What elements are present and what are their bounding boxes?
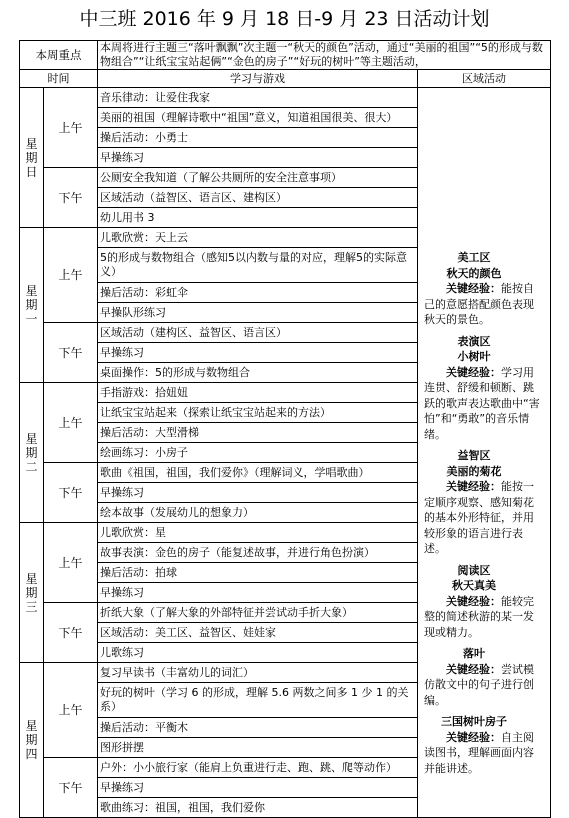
zone-key-label: 关键经验： <box>446 662 501 676</box>
zone-theme: 三国树叶房子 <box>441 715 507 728</box>
zone-key-label: 关键经验： <box>446 730 501 744</box>
zone-theme: 落叶 <box>463 647 485 660</box>
zone-name: 美工区 <box>457 251 491 264</box>
activity-plan-table <box>19 40 551 818</box>
activity-cell: 操后活动：彩虹伞 <box>98 283 418 303</box>
afternoon-label: 下午 <box>44 758 98 818</box>
weekly-focus-text: 本周将进行主题三“落叶飘飘”次主题一“秋天的颜色”活动，通过“美丽的祖国”“5的形成与数物组合”“让纸宝宝站起俩”“金色的房子”“好玩的树叶”等主题活动， <box>98 41 551 70</box>
zone-description: 能按一定顺序观察、感知菊花的基本外形特征，并用较形象的语言进行表述。 <box>424 480 534 555</box>
zone-key-experience <box>424 730 542 777</box>
morning-label: 上午 <box>44 663 98 758</box>
activity-cell: 故事表演：金色的房子（能复述故事，并进行角色扮演） <box>98 543 418 563</box>
activity-cell: 区域活动（益智区、语言区、建构区） <box>98 188 418 208</box>
activity-cell: 户外：小小旅行家（能肩上负重进行走、跑、跳、爬等动作） <box>98 758 418 778</box>
activity-cell: 儿歌欣赏：天上云 <box>98 228 418 248</box>
activity-cell: 儿歌练习 <box>98 643 418 663</box>
zone-block <box>424 448 542 557</box>
activity-cell: 幼儿用书 3 <box>98 208 418 228</box>
zone-key-experience <box>424 662 542 709</box>
weekly-focus-row <box>20 41 551 70</box>
zone-description: 自主阅读图书，理解画面内容并能讲述。 <box>424 730 534 775</box>
activity-cell: 区域活动（建构区、益智区、语言区） <box>98 323 418 343</box>
activity-cell: 操后活动：拍球 <box>98 563 418 583</box>
activity-cell: 操后活动：大型滑梯 <box>98 423 418 443</box>
zone-key-label: 关键经验： <box>446 480 501 493</box>
weekly-focus-label: 本周重点 <box>20 41 98 70</box>
morning-label: 上午 <box>44 383 98 463</box>
day-label: 星 期 三 <box>20 523 44 663</box>
day-label: 星 期 二 <box>20 383 44 523</box>
zone-description: 学习用连贯、舒缓和顿断、跳跃的歌声表达歌曲中“害怕”和“勇敢”的音乐情绪。 <box>424 365 540 441</box>
afternoon-label: 下午 <box>44 603 98 663</box>
activity-cell: 手指游戏：拾妞妞 <box>98 383 418 403</box>
header-time: 时间 <box>20 70 98 88</box>
activity-cell: 5的形成与数物组合（感知5以内数与量的对应，理解5的实际意义） <box>98 248 418 283</box>
schedule-row <box>20 88 551 108</box>
activity-cell: 歌曲《祖国，祖国，我们爱你》（理解词义，学唱歌曲） <box>98 463 418 483</box>
zone-block <box>424 714 542 776</box>
activity-cell: 好玩的树叶（学习 6 的形成，理解 5.6 两数之间多 1 少 1 的关系） <box>98 683 418 718</box>
zone-key-experience <box>424 594 542 641</box>
activity-cell: 早操练习 <box>98 778 418 798</box>
activity-cell: 绘画练习：小房子 <box>98 443 418 463</box>
header-learning: 学习与游戏 <box>98 70 418 88</box>
zone-activities-cell <box>418 88 551 818</box>
activity-cell: 让纸宝宝站起来（探索让纸宝宝站起来的方法） <box>98 403 418 423</box>
activity-cell: 操后活动：平衡木 <box>98 718 418 738</box>
zone-block <box>424 563 542 641</box>
day-label: 星 期 日 <box>20 88 44 228</box>
activity-cell: 早操练习 <box>98 583 418 603</box>
zone-description: 尝试模仿散文中的句子进行创编。 <box>424 662 534 707</box>
activity-cell: 操后活动：小勇士 <box>98 128 418 148</box>
activity-cell: 图形拼摆 <box>98 738 418 758</box>
activity-cell: 早操练习 <box>98 343 418 363</box>
zone-theme: 小树叶 <box>457 350 491 363</box>
zone-theme: 秋天的颜色 <box>446 266 502 280</box>
activity-cell: 绘本故事（发展幼儿的想象力） <box>98 503 418 523</box>
header-zones: 区域活动 <box>418 70 551 88</box>
activity-cell: 歌曲练习：祖国，祖国，我们爱你 <box>98 798 418 818</box>
header-row <box>20 70 551 88</box>
activity-cell: 音乐律动：让爱住我家 <box>98 88 418 108</box>
zone-key-experience <box>424 281 542 328</box>
activity-cell: 早操队形练习 <box>98 303 418 323</box>
zone-key-label: 关键经验： <box>446 365 501 379</box>
zone-block <box>424 334 542 443</box>
activity-cell: 儿歌欣赏：星 <box>98 523 418 543</box>
day-label: 星 期 一 <box>20 228 44 383</box>
afternoon-label: 下午 <box>44 168 98 228</box>
zone-key-label: 关键经验： <box>446 282 501 295</box>
activity-cell: 美丽的祖国（理解诗歌中“祖国”意义，知道祖国很美、很大） <box>98 108 418 128</box>
activity-cell: 公厕安全我知道（了解公共厕所的安全注意事项） <box>98 168 418 188</box>
activity-cell: 折纸大象（了解大象的外部特征并尝试动手折大象） <box>98 603 418 623</box>
zone-block <box>424 646 542 708</box>
morning-label: 上午 <box>44 88 98 168</box>
activity-cell: 复习早读书（丰富幼儿的词汇） <box>98 663 418 683</box>
activity-cell: 早操练习 <box>98 148 418 168</box>
page-title: 中三班 2016 年 9 月 18 日-9 月 23 日活动计划 <box>79 8 490 30</box>
zone-name: 阅读区 <box>457 563 491 577</box>
zone-theme: 秋天真美 <box>452 579 496 592</box>
zone-key-label: 关键经验： <box>446 594 501 608</box>
zone-block <box>424 250 542 328</box>
activity-cell: 桌面操作：5的形成与数物组合 <box>98 363 418 383</box>
morning-label: 上午 <box>44 228 98 323</box>
zone-key-experience <box>424 479 542 557</box>
zone-description: 能按自己的意愿搭配颜色表现秋天的景色。 <box>424 282 534 326</box>
afternoon-label: 下午 <box>44 323 98 383</box>
zone-name: 表演区 <box>457 334 491 348</box>
zone-description: 能较完整的简述秋游的某一发现或精力。 <box>424 594 534 639</box>
morning-label: 上午 <box>44 523 98 603</box>
activity-cell: 区域活动：美工区、益智区、娃娃家 <box>98 623 418 643</box>
activity-cell: 早操练习 <box>98 483 418 503</box>
day-label: 星 期 四 <box>20 663 44 818</box>
zone-name: 益智区 <box>457 449 491 462</box>
afternoon-label: 下午 <box>44 463 98 523</box>
zone-key-experience <box>424 365 542 443</box>
zone-theme: 美丽的菊花 <box>446 464 502 478</box>
